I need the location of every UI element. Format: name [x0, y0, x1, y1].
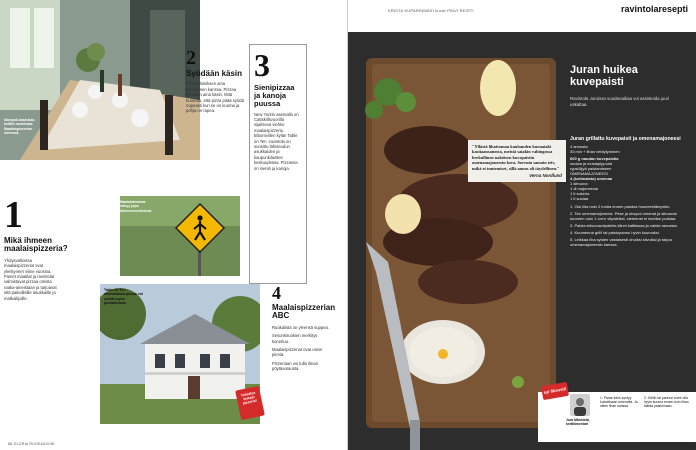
ingredient-1: 600 g naudan kuvepaistia	[570, 156, 619, 161]
ingredient-8: 1 tl sokeria	[570, 191, 590, 196]
step-4: 4. Kuumenna grilli tai paistopannu hyvin kuumaksi.	[570, 230, 660, 235]
section-1-number: 1	[4, 194, 23, 236]
ingredient-3: rypsiöljyä paistamiseen	[570, 166, 612, 171]
section-4-number: 4	[272, 283, 281, 303]
section-1-body: Yhdysvaltoissa maalaispizzeriat ovat yleistyneet viime vuosina. Pienet maatilat ja ravintolat valmistavat pizzaa omista raaka-aineistaan ja tarjoavat sitä paikallisille asukkaille ja matkailijoille.	[4, 257, 57, 301]
ingredient-4: OMENAMAJONEESI	[570, 171, 608, 176]
section-2-body: Pizzaeläimiksen aina pizzaviinen kanssa. Pizzaa syödään aina käsin. Mitä huomaa, että pizza pitää syödä nopeasti kun se on kuuma ja pohja on rapea.	[186, 81, 244, 114]
ingredient-9: 1 tl suolaa	[570, 196, 589, 201]
caption-dining: Sampoli-laadukas keittiö ravintolaa Maalaispizzerian vieressä.	[4, 118, 35, 136]
section-2-heading: Syödään käsin	[186, 69, 243, 78]
quote-text: "Yllästä lihattoman kauhanden kuonaiaki kastiaansanosta, meistä saiakin vahingossa herkullinen naköisen kuvepaistin omenamajoneesin kera. Sorruin samoin teiv, mikä ei tuntemiset, sillä annos oli täydellinen."	[472, 144, 560, 171]
ingredient-2: suolaa ja mustapippuria	[570, 161, 613, 166]
quote-author: Verna Nordlund	[529, 173, 562, 179]
dining-room-photo	[0, 0, 200, 160]
section-4-item-1: Ruokalista on yleensä suppea.	[272, 324, 330, 330]
section-3-heading: Sienipizzaa ja kanoja puussa	[254, 83, 295, 108]
section-3-body: New Yorkin asemalla on Cattskillsvuorilla sijaitseva viehko maalaispizzeria. Bloomvillen kylän Table on Ten -ravintola on suosittu lähiseudun asukkaiden ja kaupunkilaisten keskuudessa. Pizzassa on sieniä ja kanoja.	[254, 111, 299, 171]
left-folio: 88 GLORIA RUOKA&VIINI	[8, 442, 55, 446]
recipe-time: 30 min + lihan vetäytyminen	[570, 149, 620, 154]
section-4-item-4: Pizzeriaan voi tulla ilman pöytävarausta.	[272, 360, 319, 372]
section-1	[4, 194, 68, 301]
red-tag: Toimitus testasi pizzeria!	[235, 386, 265, 420]
tips-bar	[538, 386, 696, 442]
section-4-heading: Maalaispizzerian ABC	[272, 303, 336, 321]
section-4	[272, 283, 336, 372]
section-3	[249, 44, 307, 284]
step-1: 1. Ota liha noin 2 tuntia ennen paistoa huoneenlämpöön.	[570, 204, 671, 209]
step-5: 5. Leikkaa liha syiden vastaisesti ohuiksi siivuiksi ja tarjoa omenamajoneesin kanssa.	[570, 237, 672, 247]
ingredient-5: 4 (kotimaista) omenaa	[570, 176, 613, 181]
caption-sign: Maalaisteemaa näkyy jopa liikennemerkeissä.	[120, 200, 152, 213]
chef-name: Jura Männistö, keittiömestari	[566, 418, 590, 427]
recipe-title: Juran grillattu kuvepaisti ja omenamajoneesi	[570, 136, 681, 142]
tip-1: 1. Paras tulos syntyy kuivattuaan omenoita. Ja sitten lihan kanssa.	[600, 396, 638, 409]
section-2-number: 2	[186, 47, 196, 69]
caption-house: Table on Ten -ravintolassa pizzaa voi syödä myös puutarhassa.	[104, 288, 143, 306]
chef-avatar	[570, 394, 590, 416]
recipe	[570, 136, 688, 247]
step-2: 2. Tee omenamajoneesi. Pese ja sivupoi omenat ja sitruunat kuoreen noin 1 cm:n viipaleiksi, siemenet ei tarvitse poistaa.	[570, 211, 677, 221]
step-3: 3. Paista sitruunaviipaleita kiinni kattilassa ja valuta rasvasta.	[570, 223, 678, 228]
section-tag: ravintolaresepti	[620, 4, 688, 14]
right-folio: GLORIA RUOKA&VIINI 89	[641, 442, 688, 446]
byline: KRISTA KUPARINMÄKI kuvat PÄIVI REISTI	[388, 8, 474, 13]
ingredient-6: 1 sitruuna	[570, 181, 588, 186]
section-1-heading: Mikä ihmeen maalaispizzeria?	[4, 236, 68, 254]
section-3-number	[254, 49, 302, 81]
section-4-item-3: Maalaispizzeriat ovat usein pieniä.	[272, 347, 323, 358]
right-page	[348, 0, 696, 450]
ingredient-7: 1 dl majoneesia	[570, 186, 599, 191]
tip-tag: syi fiksusti!	[541, 382, 569, 400]
dish-intro: Ravintola Juroissa vuodenaikaa voi assistoida juuri uskaltaa.	[570, 96, 670, 107]
section-3-number-text: 3	[254, 47, 270, 83]
tip-2: 2. Grillin tai pannun tulee olla hyvin kuuma ennen kuin lihan laittaa paistumaan.	[644, 396, 689, 409]
section-4-item-2: Sesonkiruokien merkitys korostuu.	[272, 333, 318, 344]
dish-title: Juran huikea kuvepaisti	[570, 64, 638, 89]
section-2	[186, 48, 244, 114]
quote-box	[468, 140, 566, 182]
recipe-servings: 4 annosta	[570, 144, 588, 149]
